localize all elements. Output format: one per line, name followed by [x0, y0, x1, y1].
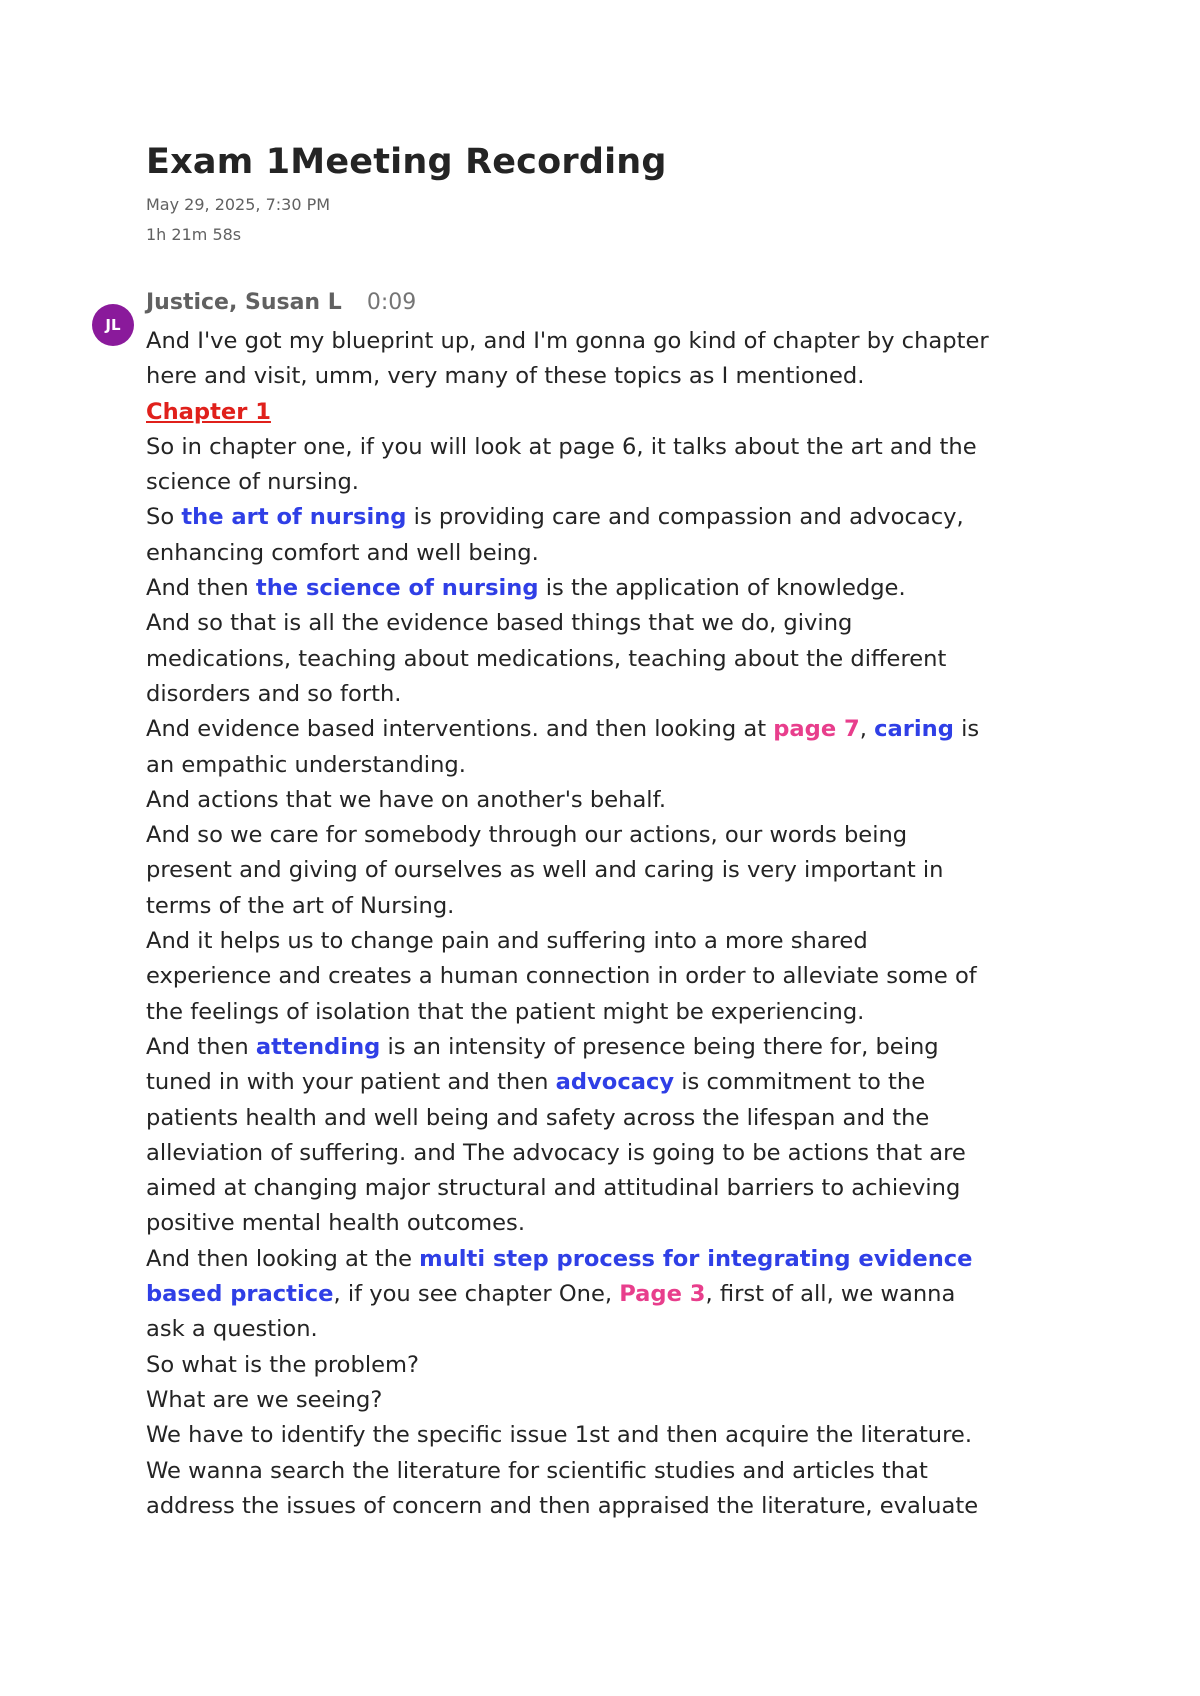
transcript-line [146, 465, 1076, 500]
transcript-text: address the issues of concern and then appraised the literature, evaluate [146, 1492, 979, 1519]
speaker-header [146, 290, 416, 315]
transcript-text: patients health and well being and safety across the lifespan and the [146, 1104, 930, 1131]
keyword-highlight: the art of nursing [181, 504, 407, 531]
transcript-line [146, 1171, 1076, 1206]
transcript-line [146, 1030, 1076, 1065]
transcript-text: is [953, 716, 980, 743]
recording-duration: 1h 21m 58s [146, 225, 242, 244]
transcript-line [146, 642, 1076, 677]
transcript-text: So in chapter one, if you will look at page 6, it talks about the art and the [146, 433, 977, 460]
transcript-text: is commitment to the [674, 1069, 926, 1096]
transcript-line [146, 500, 1076, 535]
transcript-line [146, 889, 1076, 924]
transcript-text: , first of all, we wanna [705, 1281, 956, 1308]
transcript-line [146, 1206, 1076, 1241]
transcript-text: alleviation of suffering. and The advocacy is going to be actions that are [146, 1139, 966, 1166]
transcript-text: So [146, 504, 182, 531]
transcript-text: tuned in with your patient and then [146, 1069, 556, 1096]
transcript-line [146, 1065, 1076, 1100]
transcript-body [146, 324, 1076, 1524]
transcript-line [146, 359, 1076, 394]
transcript-line [146, 1383, 1076, 1418]
transcript-line [146, 536, 1076, 571]
transcript-text: ask a question. [146, 1316, 318, 1343]
transcript-text: And then [146, 575, 256, 602]
timestamp-link[interactable]: 0:09 [366, 290, 417, 315]
transcript-text: is providing care and compassion and advocacy, [406, 504, 964, 531]
keyword-highlight: the science of nursing [255, 575, 539, 602]
transcript-text: And evidence based interventions. and then looking at [146, 716, 774, 743]
transcript-text: terms of the art of Nursing. [146, 892, 455, 919]
transcript-text: And actions that we have on another's behalf. [146, 786, 667, 813]
transcript-line [146, 1277, 1076, 1312]
keyword-highlight: multi step process for integrating evidence [419, 1245, 973, 1272]
transcript-text: an empathic understanding. [146, 751, 466, 778]
transcript-line [146, 324, 1076, 359]
transcript-text: So what is the problem? [146, 1351, 420, 1378]
transcript-line [146, 1348, 1076, 1383]
transcript-text: And I've got my blueprint up, and I'm gonna go kind of chapter by chapter [146, 328, 989, 354]
transcript-line [146, 1101, 1076, 1136]
transcript-line [146, 1454, 1076, 1489]
transcript-text: science of nursing. [146, 469, 359, 496]
transcript-text: And so we care for somebody through our actions, our words being [146, 822, 908, 849]
transcript-line [146, 1312, 1076, 1347]
page-reference: Page 3 [619, 1281, 706, 1308]
keyword-highlight: attending [255, 1033, 381, 1060]
transcript-text: What are we seeing? [146, 1386, 383, 1413]
transcript-text: disorders and so forth. [146, 680, 402, 707]
transcript-line [146, 430, 1076, 465]
chapter-heading: Chapter 1 [146, 398, 271, 425]
transcript-text: And then looking at the [146, 1245, 420, 1272]
transcript-line [146, 712, 1076, 747]
transcript-line [146, 818, 1076, 853]
transcript-text: , if you see chapter One, [333, 1281, 620, 1308]
transcript-text: present and giving of ourselves as well and caring is very important in [146, 857, 944, 884]
transcript-text: And so that is all the evidence based things that we do, giving [146, 610, 853, 637]
transcript-line [146, 395, 1076, 430]
transcript-text: aimed at changing major structural and attitudinal barriers to achieving [146, 1175, 961, 1202]
transcript-line [146, 571, 1076, 606]
speaker-name: Justice, Susan L [146, 290, 342, 315]
transcript-text: here and visit, umm, very many of these topics as I mentioned. [146, 363, 865, 390]
recording-date: May 29, 2025, 7:30 PM [146, 195, 331, 214]
transcript-text: is an intensity of presence being there for, being [380, 1033, 939, 1060]
transcript-line [146, 1136, 1076, 1171]
transcript-line [146, 748, 1076, 783]
transcript-text: , [859, 716, 875, 743]
transcript-line [146, 995, 1076, 1030]
transcript-line [146, 924, 1076, 959]
transcript-line [146, 606, 1076, 641]
transcript-line [146, 1489, 1076, 1524]
transcript-line [146, 1418, 1076, 1453]
keyword-highlight: caring [874, 716, 954, 743]
keyword-highlight: based practice [146, 1281, 334, 1308]
transcript-text: We have to identify the specific issue 1st and then acquire the literature. [146, 1422, 972, 1449]
transcript-line [146, 853, 1076, 888]
keyword-highlight: advocacy [555, 1069, 675, 1096]
avatar: JL [92, 304, 134, 346]
transcript-line [146, 959, 1076, 994]
transcript-line [146, 783, 1076, 818]
transcript-line [146, 677, 1076, 712]
transcript-text: positive mental health outcomes. [146, 1210, 526, 1237]
page-reference: page 7 [773, 716, 860, 743]
page-title: Exam 1Meeting Recording [146, 142, 667, 182]
transcript-text: medications, teaching about medications, teaching about the different [146, 645, 947, 672]
transcript-text: is the application of knowledge. [538, 575, 906, 602]
transcript-text: We wanna search the literature for scientific studies and articles that [146, 1457, 928, 1484]
transcript-line [146, 1242, 1076, 1277]
transcript-text: And then [146, 1033, 256, 1060]
transcript-text: the feelings of isolation that the patient might be experiencing. [146, 998, 865, 1025]
transcript-text: And it helps us to change pain and suffering into a more shared [146, 928, 868, 955]
transcript-text: enhancing comfort and well being. [146, 539, 539, 566]
transcript-text: experience and creates a human connection in order to alleviate some of [146, 963, 977, 990]
